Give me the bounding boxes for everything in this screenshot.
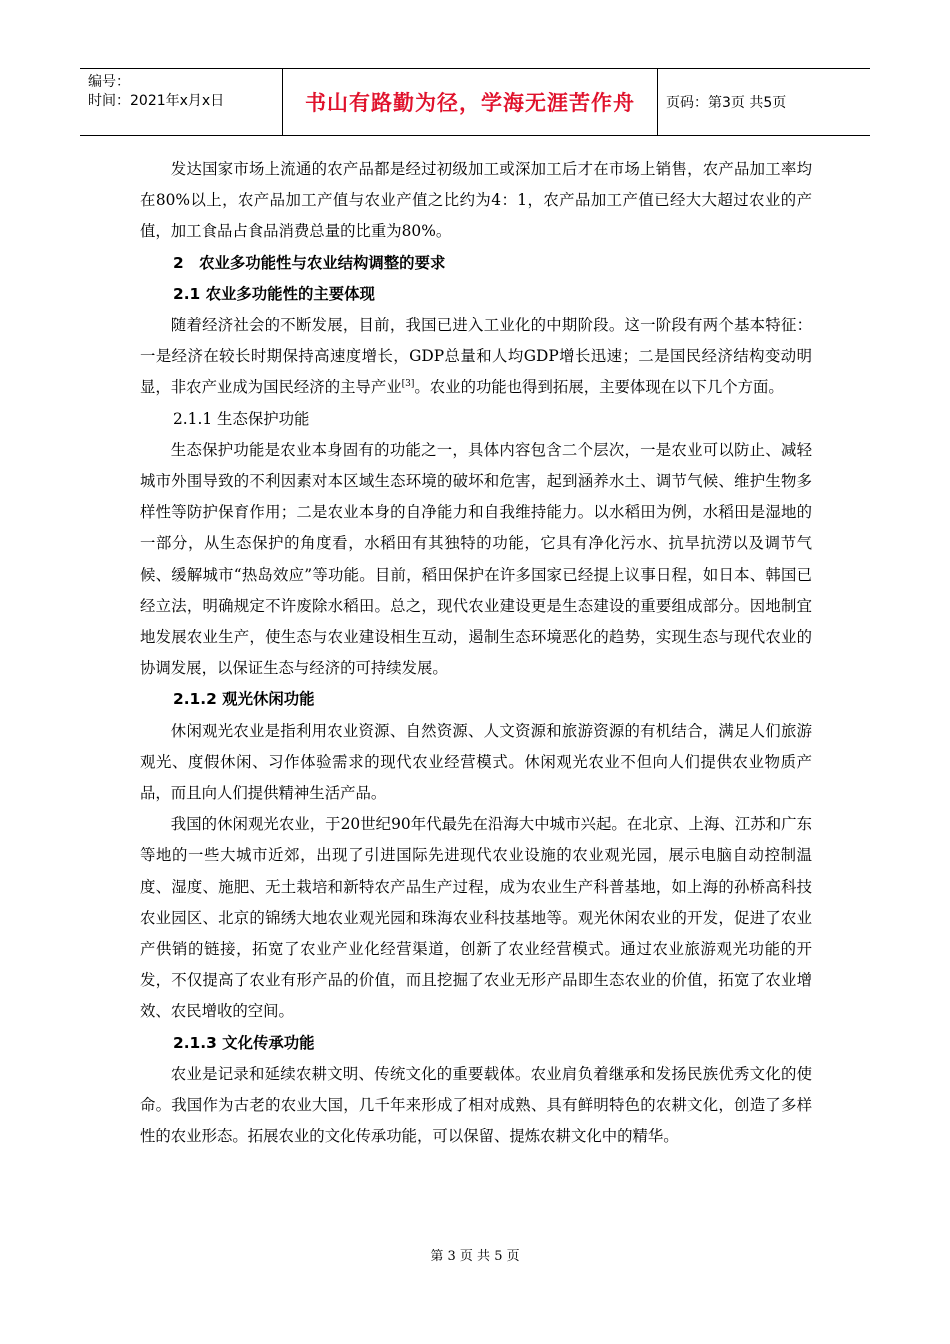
- paragraph: 休闲观光农业是指利用农业资源、自然资源、人文资源和旅游资源的有机结合，满足人们旅游观光、度假休闲、习作体验需求的现代农业经营模式。休闲观光农业不但向人们提供农业物质产品，而且向人们提供精神生活产品。: [140, 721, 812, 803]
- paragraph-text: 。农业的功能也得到拓展，主要体现在以下几个方面。: [414, 378, 784, 397]
- subsection-heading: 2.1.1 生态保护功能: [173, 409, 310, 428]
- page-footer: 第 3 页 共 5 页: [430, 1249, 520, 1264]
- section-heading: 2 农业多功能性与农业结构调整的要求: [173, 253, 446, 272]
- header-info: [80, 69, 283, 135]
- number-label: 编号：: [88, 74, 130, 90]
- page-header: [80, 68, 870, 136]
- citation: [3]: [401, 379, 415, 390]
- time-label: 时间：2021年x月x日: [88, 93, 225, 109]
- paragraph: 发达国家市场上流通的农产品都是经过初级加工或深加工后才在市场上销售，农产品加工率均在80%以上，农产品加工产值与农业产值之比约为4：1，农产品加工产值已经大大超过农业的产值，加工食品占食品消费总量的比重为80%。: [140, 160, 812, 241]
- header-page-label: 页码：第3页 共5页: [666, 95, 787, 111]
- paragraph-text: 随着经济社会的不断发展，目前，我国已进入工业化的中期阶段。这一阶段有两个基本特征：一是经济在较长时期保持高速度增长，GDP总量和人均GDP增长迅速；二是国民经济结构变动明显，非农产业成为国民经济的主导产业: [140, 316, 812, 397]
- header-motto: 书山有路勤为径，学海无涯苦作舟: [283, 69, 658, 135]
- paragraph: 生态保护功能是农业本身固有的功能之一，具体内容包含二个层次，一是农业可以防止、减轻城市外围导致的不利因素对本区域生态环境的破坏和危害，起到涵养水土、调节气候、维护生物多样性等防护保育作用；二是农业本身的自净能力和自我维持能力。以水稻田为例，水稻田是湿地的一部分，从生态保护的角度看，水稻田有其独特的功能，它具有净化污水、抗旱抗涝以及调节气候、缓解城市“热岛效应”等功能。目前，稻田保护在许多国家已经提上议事日程，如日本、韩国已经立法，明确规定不许废除水稻田。总之，现代农业建设更是生态建设的重要组成部分。因地制宜地发展农业生产，使生态与农业建设相生互动，遏制生态环境恶化的趋势，实现生态与现代农业的协调发展，以保证生态与经济的可持续发展。: [140, 440, 812, 678]
- paragraph: 农业是记录和延续农耕文明、传统文化的重要载体。农业肩负着继承和发扬民族优秀文化的使命。我国作为古老的农业大国，几千年来形成了相对成熟、具有鲜明特色的农耕文化，创造了多样性的农业形态。拓展农业的文化传承功能，可以保留、提炼农耕文化中的精华。: [140, 1064, 812, 1146]
- paragraph: [140, 310, 812, 404]
- subsection-heading: 2.1.2 观光休闲功能: [173, 690, 315, 709]
- paragraph: 我国的休闲观光农业，于20世纪90年代最先在沿海大中城市兴起。在北京、上海、江苏和广东等地的一些大城市近郊，出现了引进国际先进现代农业设施的农业观光园，展示电脑自动控制温度、湿度、施肥、无土栽培和新特农产品生产过程，成为农业生产科普基地，如上海的孙桥高科技农业园区、北京的锦绣大地农业观光园和珠海农业科技基地等。观光休闲农业的开发，促进了农业产供销的链接，拓宽了农业产业化经营渠道，创新了农业经营模式。通过农业旅游观光功能的开发，不仅提高了农业有形产品的价值，而且挖掘了农业无形产品即生态农业的价值，拓宽了农业增效、农民增收的空间。: [140, 815, 812, 1021]
- subsection-heading: 2.1 农业多功能性的主要体现: [173, 284, 375, 303]
- subsection-heading: 2.1.3 文化传承功能: [173, 1033, 315, 1052]
- document-body: [140, 154, 812, 1153]
